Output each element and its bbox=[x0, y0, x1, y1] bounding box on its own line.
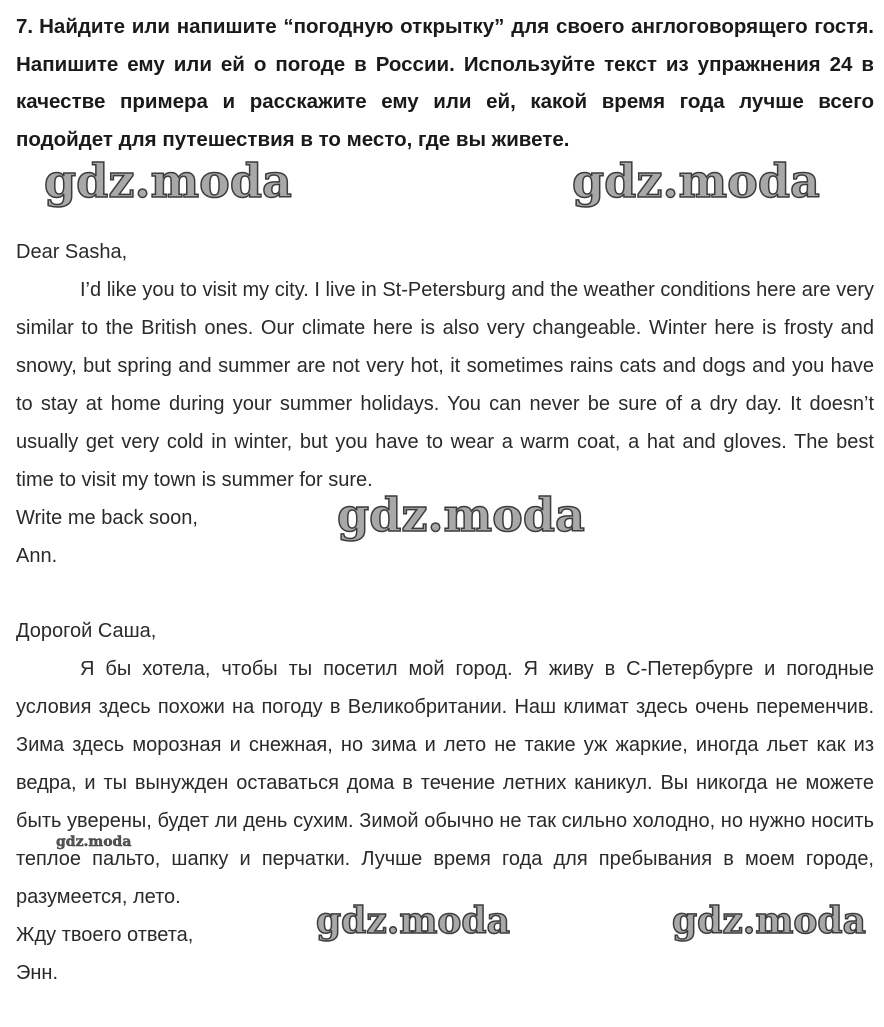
watermark: gdz.moda bbox=[572, 154, 820, 208]
russian-letter bbox=[16, 612, 874, 992]
english-letter bbox=[16, 233, 874, 575]
watermark: gdz.moda bbox=[672, 900, 866, 942]
task-number: 7. bbox=[16, 15, 34, 38]
russian-closing: Жду твоего ответа, bbox=[16, 924, 194, 946]
task-text: Найдите или напишите “погодную открытку” для своего англоговорящего гостя. Напишите ему или ей о погоде в России. Используйте текст из упражнения 24 в качестве примера и расскажите ему или ей, какой время года лучше всего подойдет для путешествия в то место, где вы живете. bbox=[16, 15, 874, 151]
russian-greeting: Дорогой Саша, bbox=[16, 620, 157, 642]
watermark: gdz.moda bbox=[56, 834, 132, 850]
watermark: gdz.moda bbox=[337, 488, 585, 542]
watermark: gdz.moda bbox=[44, 154, 292, 208]
english-signature: Ann. bbox=[16, 545, 58, 567]
english-body: I’d like you to visit my city. I live in St-Petersburg and the weather conditions here are very similar to the British ones. Our climate here is also very changeable. Winter here is frosty and snowy, but spring and summer are not very hot, it sometimes rains cats and dogs and you have to stay at home during your summer holidays. You can never be sure of a dry day. It doesn’t usually get very cold in winter, but you have to wear a warm coat, a hat and gloves. The best time to visit my town is summer for sure. bbox=[16, 279, 874, 491]
watermark: gdz.moda bbox=[316, 900, 510, 942]
task-heading bbox=[16, 8, 874, 158]
english-closing: Write me back soon, bbox=[16, 507, 198, 529]
english-greeting: Dear Sasha, bbox=[16, 241, 128, 263]
russian-body: Я бы хотела, чтобы ты посетил мой город. Я живу в С-Петербурге и погодные условия здесь похожи на погоду в Великобритании. Наш климат здесь очень переменчив. Зима здесь морозная и снежная, но зима и лето не такие уж жаркие, иногда льет как из ведра, и ты вынужден оставаться дома в течение летних каникул. Вы никогда не можете быть уверены, будет ли день сухим. Зимой обычно не так сильно холодно, но нужно носить теплое пальто, шапку и перчатки. Лучше время года для пребывания в моем городе, разумеется, лето. bbox=[16, 658, 874, 908]
russian-signature: Энн. bbox=[16, 962, 59, 984]
